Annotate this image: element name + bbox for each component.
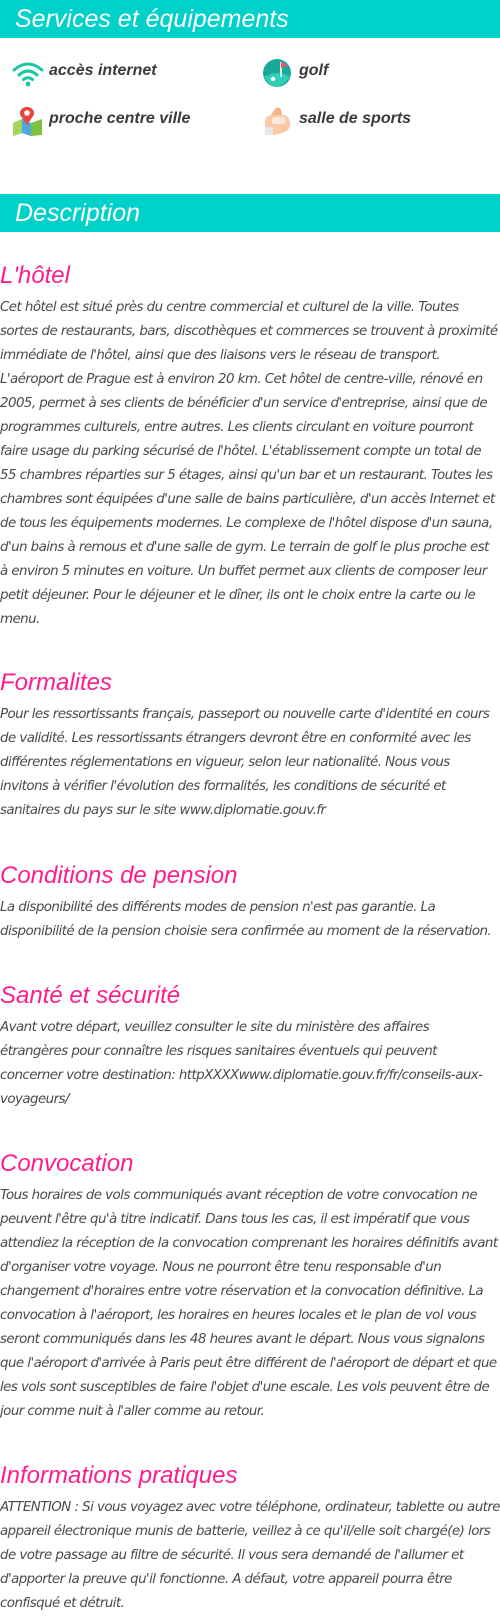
section-body: Tous horaires de vols communiqués avant réception de votre convocation ne peuvent l'être qu'à titre indicatif. Dans tous les cas, il est impératif que vous attendiez la réception de la convocation comprenant les horaires définitifs avant d'organiser votre voyage. Nous ne pourront être tenu responsable d'un changement d'horaires entre votre réservation et la convocation définitive. La convocation à l'aéroport, les horaires en heures locales et le plan de vol vous seront communiqués dans les 48 heures avant le départ. Nous vous signalons que l'aéroport d'arrivée à Paris peut être différent de l'aéroport de départ et que les vols sont susceptibles de faire l'objet d'une escale. Les vols peuvent être de jour comme nuit à l'aller comme au retour. <box>0 1188 498 1419</box>
service-label: accès internet <box>49 62 157 79</box>
description-title: Description <box>15 199 141 227</box>
service-label: golf <box>299 62 329 79</box>
golf-icon <box>261 57 295 89</box>
service-item-internet <box>11 53 251 89</box>
section-title: Conditions de pension <box>0 862 238 889</box>
description-header-band <box>0 194 500 232</box>
section-title: Informations pratiques <box>0 1462 238 1489</box>
section-title: Formalites <box>0 669 113 696</box>
section-title: L'hôtel <box>0 262 70 289</box>
service-item-golf <box>261 53 500 89</box>
section-title: Santé et sécurité <box>0 982 181 1009</box>
section-body: Pour les ressortissants français, passeport ou nouvelle carte d'identité en cours de validité. Les ressortissants étrangers devront être en conformité avec les différentes réglementations en vigueur, selon leur nationalité. Nous vous invitons à vérifier l'évolution des formalités, les conditions de sécurité et sanitaires du pays sur le site www.diplomatie.gouv.fr <box>0 707 490 818</box>
section-body: ATTENTION : Si vous voyagez avec votre téléphone, ordinateur, tablette ou autre appareil électronique munis de batterie, veillez à ce qu'il/elle soit chargé(e) lors de votre passage au filtre de sécurité. Il vous sera demandé de l'allumer et d'apporter la preuve qu'il fonctionne. A défaut, votre appareil pourra être confisqué et détruit. <box>0 1500 500 1611</box>
service-item-gym <box>261 101 500 137</box>
wifi-icon <box>11 57 45 89</box>
section-body: Cet hôtel est situé près du centre commercial et culturel de la ville. Toutes sortes de restaurants, bars, discothèques et commerces se trouvent à proximité immédiate de l'hôtel, ainsi que des liaisons vers le réseau de transport. L'aéroport de Prague est à environ 20 km. Cet hôtel de centre-ville, rénové en 2005, permet à ses clients de bénéficier d'un service d'entreprise, ainsi que de programmes culturels, entre autres. Les clients circulant en voiture pourront faire usage du parking sécurisé de l'hôtel. L'établissement compte un total de 55 chambres réparties sur 5 étages, ainsi qu'un bar et un restaurant. Toutes les chambres sont équipées d'une salle de bains particulière, d'un accès Internet et de tous les équipements modernes. Le complexe de l'hôtel dispose d'un sauna, d'un bains à remous et d'une salle de gym. Le terrain de golf le plus proche est à environ 5 minutes en voiture. Un buffet permet aux clients de composer leur petit déjeuner. Pour le déjeuner et le dîner, ils ont le choix entre la carte ou le menu. <box>0 300 498 627</box>
fitness-icon <box>261 105 295 137</box>
services-header-band <box>0 0 500 38</box>
services-title: Services et équipements <box>15 5 289 33</box>
map-pin-icon <box>11 105 45 137</box>
service-label: salle de sports <box>299 110 412 127</box>
section-body: Avant votre départ, veuillez consulter le site du ministère des affaires étrangères pour connaître les risques sanitaires éventuels qui peuvent concerner votre destination: httpXXXXwww.diplomatie.gouv.fr/fr/conseils-aux-voyageurs/ <box>0 1020 483 1107</box>
service-label: proche centre ville <box>49 110 191 127</box>
service-item-city-center <box>11 101 251 137</box>
section-body: La disponibilité des différents modes de pension n'est pas garantie. La disponibilité de la pension choisie sera confirmée au moment de la réservation. <box>0 900 492 939</box>
section-title: Convocation <box>0 1150 134 1177</box>
